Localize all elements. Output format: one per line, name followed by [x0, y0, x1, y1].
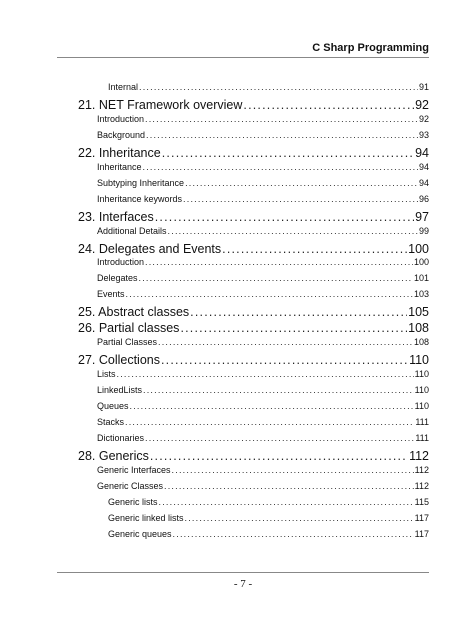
- toc-entry-title: Introduction: [97, 113, 145, 124]
- toc-entry[interactable]: [97, 162, 429, 172]
- toc-entry[interactable]: [78, 321, 429, 335]
- toc-leader-dots: [180, 321, 407, 335]
- toc-entry-page: 111: [415, 432, 429, 443]
- toc-entry-page: 111: [415, 416, 429, 427]
- toc-entry[interactable]: [108, 497, 429, 507]
- toc-entry[interactable]: [97, 369, 429, 379]
- toc-leader-dots: [159, 497, 414, 507]
- toc-entry[interactable]: [108, 529, 429, 539]
- toc-entry-title: Inheritance keywords: [97, 193, 183, 204]
- toc-entry-page: 105: [408, 305, 429, 320]
- toc-entry-page: 101: [413, 273, 429, 284]
- toc-entry-title: 22. Inheritance: [78, 145, 161, 160]
- toc-entry-title: Delegates: [97, 273, 138, 284]
- toc-entry-page: 91: [418, 82, 429, 92]
- toc-entry-page: 110: [414, 385, 429, 396]
- toc-entry-title: 25. Abstract classes: [78, 305, 190, 320]
- toc-entry-title: Generic Interfaces: [97, 464, 171, 475]
- toc-leader-dots: [185, 178, 418, 188]
- toc-entry[interactable]: [97, 401, 429, 411]
- toc-leader-dots: [222, 242, 407, 256]
- toc-entry-page: 112: [414, 480, 429, 491]
- toc-entry-page: 92: [415, 97, 429, 112]
- toc-entry-title: LinkedLists: [97, 385, 143, 396]
- toc-entry[interactable]: [78, 98, 429, 112]
- toc-leader-dots: [183, 194, 418, 204]
- toc-entry-title: 23. Interfaces: [78, 209, 154, 224]
- toc-entry-page: 108: [408, 321, 429, 336]
- toc-entry-title: 21. NET Framework overview: [78, 97, 243, 112]
- toc-leader-dots: [143, 385, 414, 395]
- toc-leader-dots: [185, 513, 414, 523]
- toc-leader-dots: [145, 114, 418, 124]
- toc-entry-page: 100: [413, 257, 429, 268]
- toc-entry[interactable]: [97, 226, 429, 236]
- toc-entry-title: Introduction: [97, 257, 145, 268]
- toc-leader-dots: [190, 305, 407, 319]
- toc-entry-page: 117: [414, 528, 429, 539]
- toc-entry-title: Background: [97, 129, 146, 140]
- toc-entry-page: 100: [408, 241, 429, 256]
- toc-entry[interactable]: [78, 449, 429, 463]
- toc-entry-page: 94: [415, 145, 429, 160]
- toc-entry-page: 110: [409, 353, 429, 368]
- toc-entry-page: 94: [418, 161, 429, 172]
- toc-entry-title: 27. Collections: [78, 353, 160, 368]
- toc-leader-dots: [172, 465, 414, 475]
- toc-leader-dots: [168, 226, 418, 236]
- toc-entry[interactable]: [97, 194, 429, 204]
- toc-leader-dots: [146, 130, 418, 140]
- toc-entry-title: Events: [97, 289, 125, 300]
- toc-leader-dots: [161, 353, 408, 367]
- toc-entry-page: 97: [415, 209, 429, 224]
- toc-entry[interactable]: [97, 337, 429, 347]
- toc-leader-dots: [126, 289, 413, 299]
- toc-entry-page: 94: [418, 177, 429, 188]
- toc-entry-page: 112: [409, 448, 429, 463]
- toc-entry-page: 112: [414, 464, 429, 475]
- toc-entry[interactable]: [97, 481, 429, 491]
- toc-entry-title: Queues: [97, 401, 129, 411]
- toc-entry[interactable]: [78, 242, 429, 256]
- toc-entry-page: 110: [414, 369, 429, 380]
- toc-entry-page: 99: [418, 225, 429, 236]
- toc-leader-dots: [162, 146, 414, 160]
- toc-entry[interactable]: [97, 433, 429, 443]
- toc-entry[interactable]: [78, 210, 429, 224]
- toc-entry-title: Dictionaries: [97, 432, 145, 443]
- toc-entry-title: Internal: [108, 82, 139, 92]
- toc-entry-title: 24. Delegates and Events: [78, 241, 222, 256]
- toc-leader-dots: [243, 98, 414, 112]
- toc-entry[interactable]: [97, 289, 429, 299]
- toc-entry-title: Inheritance: [97, 161, 142, 172]
- toc-entry-page: 117: [414, 512, 429, 523]
- toc-entry-title: Generic queues: [108, 528, 172, 539]
- toc-entry-page: 110: [414, 401, 429, 411]
- toc-leader-dots: [155, 210, 414, 224]
- running-header: C Sharp Programming: [312, 42, 429, 54]
- toc-leader-dots: [139, 82, 418, 92]
- toc-leader-dots: [145, 433, 414, 443]
- toc-leader-dots: [139, 273, 413, 283]
- toc-entry-page: 108: [413, 337, 429, 348]
- toc-entry[interactable]: [97, 417, 429, 427]
- toc-entry[interactable]: [97, 465, 429, 475]
- toc-leader-dots: [125, 417, 414, 427]
- toc-entry[interactable]: [108, 82, 429, 92]
- toc-entry-title: 28. Generics: [78, 448, 149, 463]
- toc-leader-dots: [143, 162, 418, 172]
- toc-entry-page: 93: [418, 129, 429, 140]
- toc-entry[interactable]: [108, 513, 429, 523]
- toc-entry[interactable]: [78, 353, 429, 367]
- toc-leader-dots: [158, 337, 413, 347]
- toc-leader-dots: [173, 529, 414, 539]
- toc-entry-page: 115: [414, 496, 429, 507]
- footer-divider: [57, 572, 429, 573]
- toc-entry[interactable]: [78, 146, 429, 160]
- toc-entry-page: 103: [413, 289, 429, 300]
- toc-entry-title: Generic linked lists: [108, 512, 184, 523]
- toc-leader-dots: [145, 257, 413, 267]
- page-number: - 7 -: [233, 578, 253, 590]
- toc-leader-dots: [164, 481, 414, 491]
- toc-entry-title: 26. Partial classes: [78, 321, 180, 336]
- toc-entry-title: Generic Classes: [97, 480, 164, 491]
- toc-entry-title: Generic lists: [108, 496, 158, 507]
- toc-entry-title: Stacks: [97, 416, 125, 427]
- toc-leader-dots: [130, 401, 414, 411]
- toc-entry[interactable]: [97, 130, 429, 140]
- toc-entry-title: Partial Classes: [97, 337, 158, 348]
- toc-entry[interactable]: [97, 257, 429, 267]
- toc-entry-title: Subtyping Inheritance: [97, 177, 185, 188]
- toc-entry[interactable]: [97, 178, 429, 188]
- toc-leader-dots: [150, 449, 408, 463]
- toc-entry[interactable]: [97, 273, 429, 283]
- toc-entry[interactable]: [97, 114, 429, 124]
- header-divider: [57, 57, 429, 58]
- toc-entry[interactable]: [78, 305, 429, 319]
- toc-entry-page: 92: [418, 113, 429, 124]
- toc-entry[interactable]: [97, 385, 429, 395]
- toc-entry-page: 96: [418, 193, 429, 204]
- toc-entry-title: Lists: [97, 369, 116, 380]
- toc-leader-dots: [117, 369, 414, 379]
- toc-entry-title: Additional Details: [97, 225, 167, 236]
